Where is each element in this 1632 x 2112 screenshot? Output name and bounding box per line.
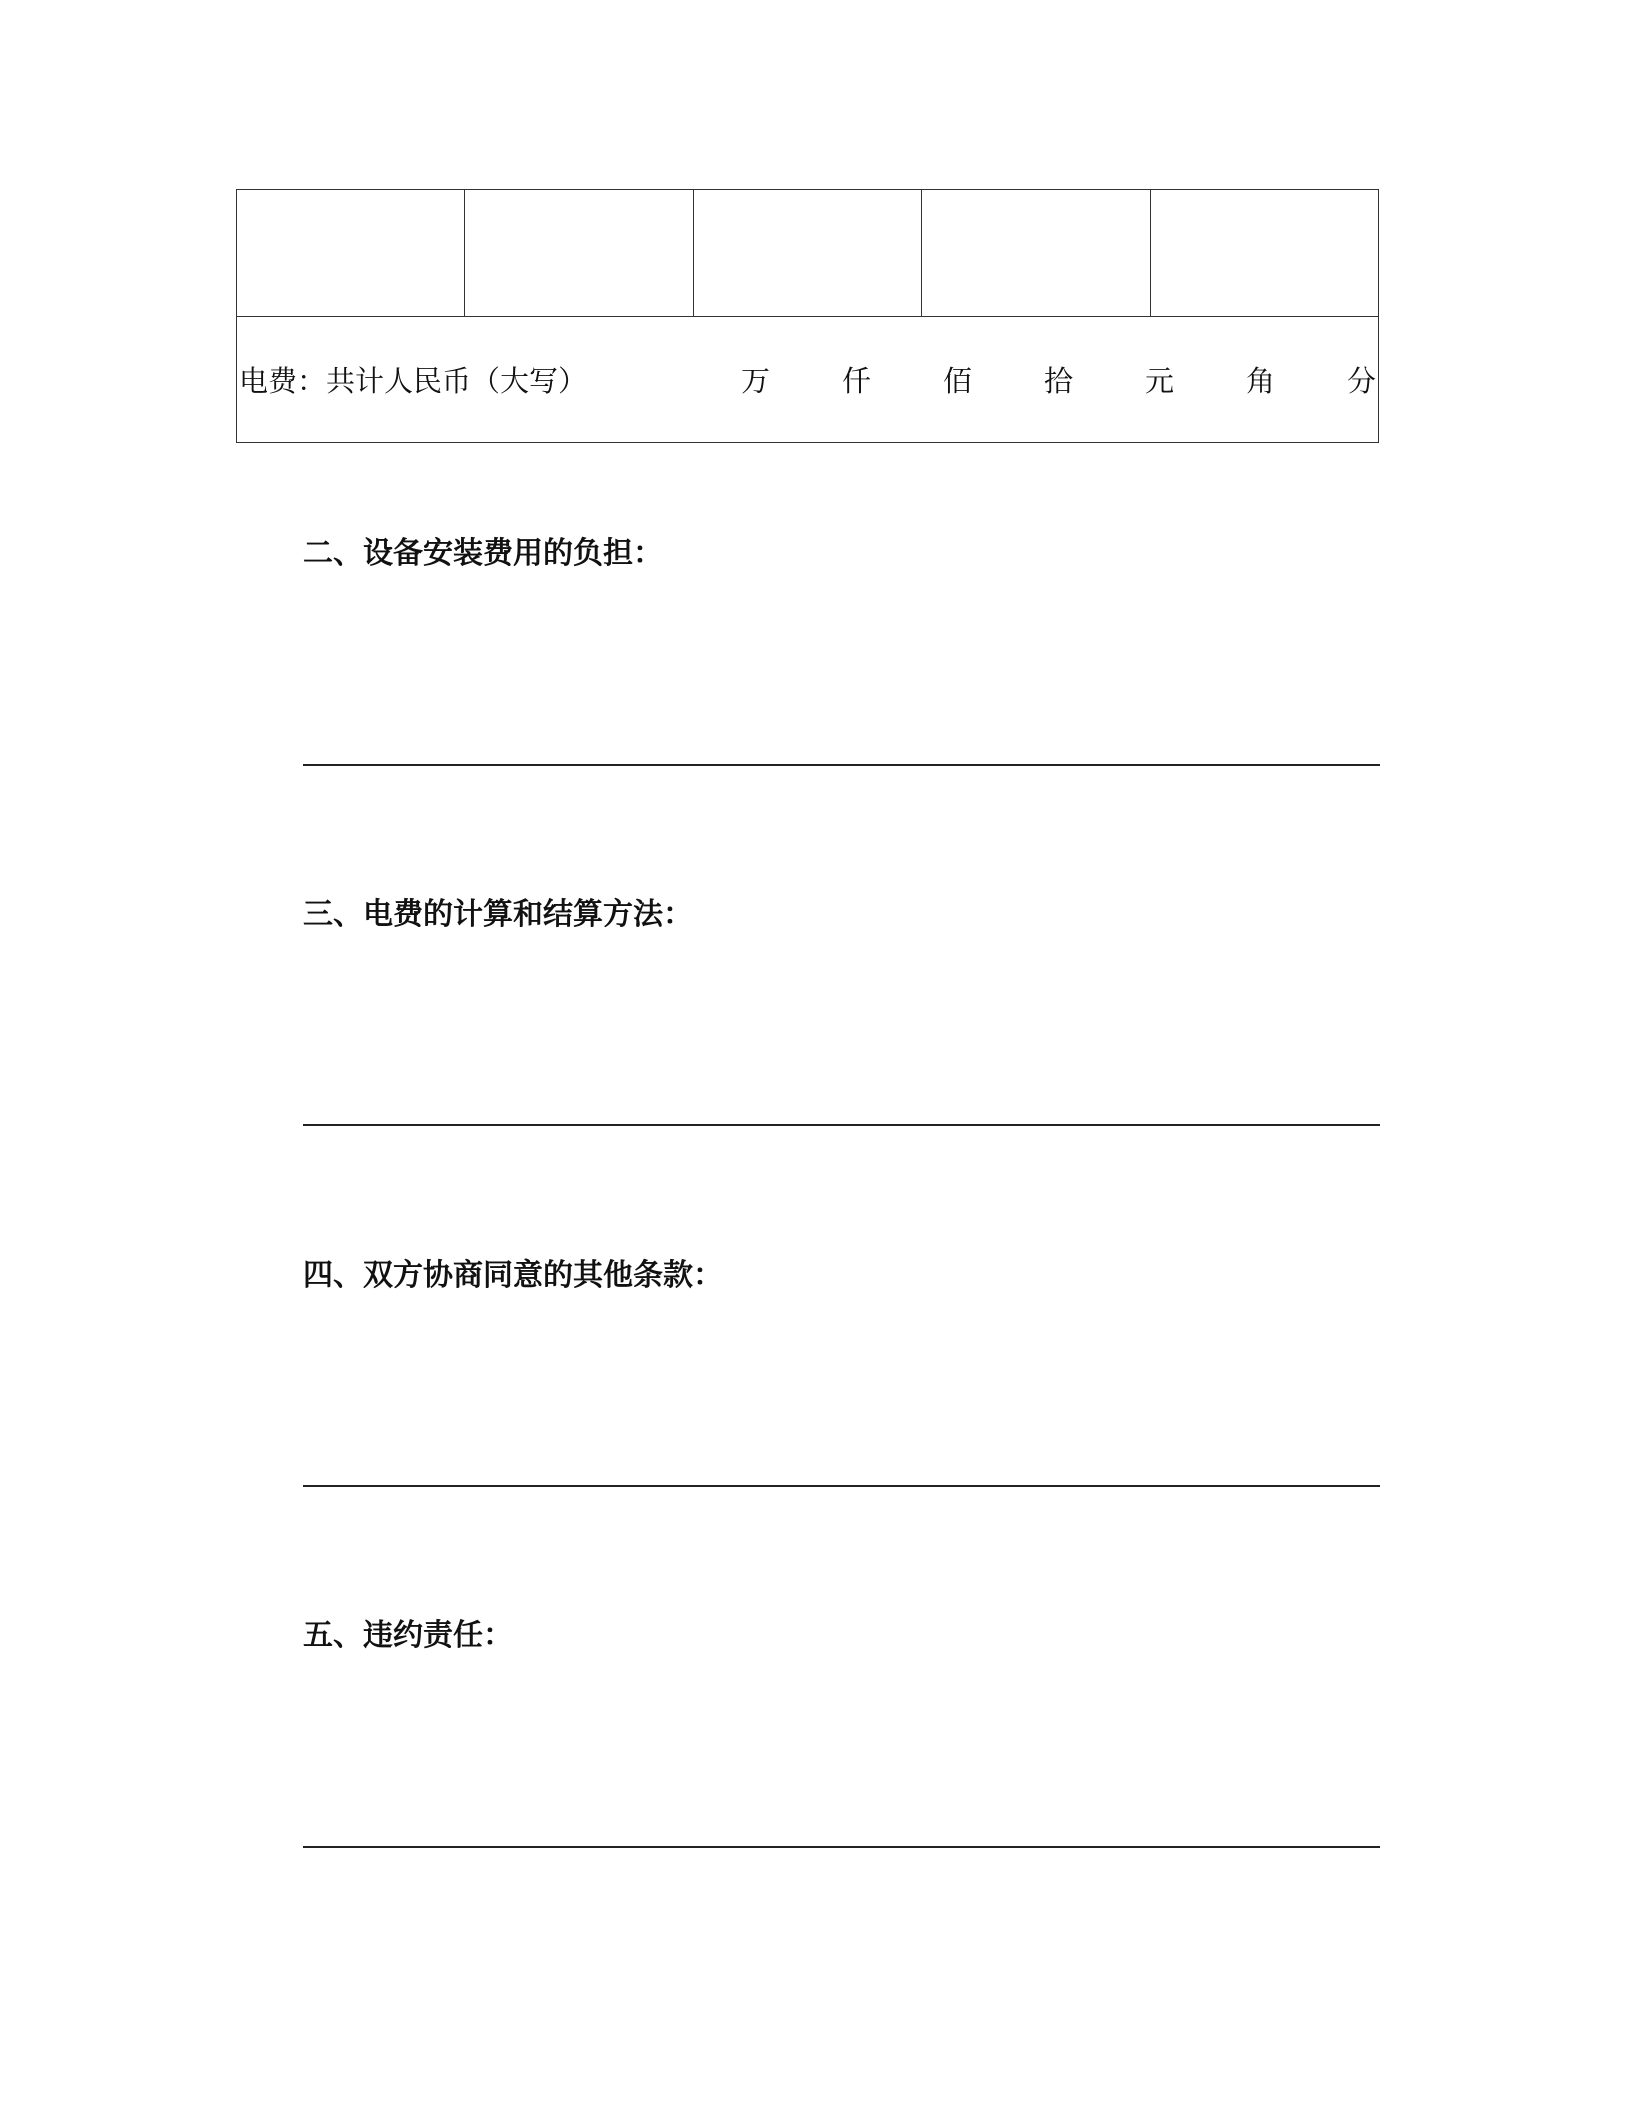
unit-wan: 万	[740, 363, 770, 398]
total-row	[237, 316, 1379, 443]
table-cell[interactable]	[237, 190, 465, 317]
table-row	[237, 190, 1379, 317]
section-heading-installation-cost: 二、设备安装费用的负担：	[303, 536, 663, 571]
section-heading-other-terms: 四、双方协商同意的其他条款：	[303, 1258, 723, 1293]
fee-table	[236, 189, 1379, 443]
fill-line-billing-method[interactable]	[303, 1124, 1380, 1126]
total-amount-line	[237, 317, 1378, 443]
unit-fen: 分	[1346, 363, 1376, 398]
section-heading-breach-liability: 五、违约责任：	[303, 1618, 513, 1653]
table-cell[interactable]	[1150, 190, 1378, 317]
fill-line-breach-liability[interactable]	[303, 1846, 1380, 1848]
unit-shi: 拾	[1043, 363, 1073, 398]
section-heading-billing-method: 三、电费的计算和结算方法：	[303, 897, 693, 932]
fill-line-other-terms[interactable]	[303, 1485, 1380, 1487]
table-cell[interactable]	[922, 190, 1150, 317]
unit-yuan: 元	[1144, 363, 1174, 398]
total-label: 电费：共计人民币（大写）	[239, 363, 588, 398]
table-cell[interactable]	[465, 190, 693, 317]
unit-jiao: 角	[1245, 363, 1275, 398]
unit-qian: 仟	[841, 363, 871, 398]
table-cell[interactable]	[693, 190, 921, 317]
unit-bai: 佰	[942, 363, 972, 398]
fill-line-installation-cost[interactable]	[303, 764, 1380, 766]
total-cell	[237, 316, 1379, 443]
